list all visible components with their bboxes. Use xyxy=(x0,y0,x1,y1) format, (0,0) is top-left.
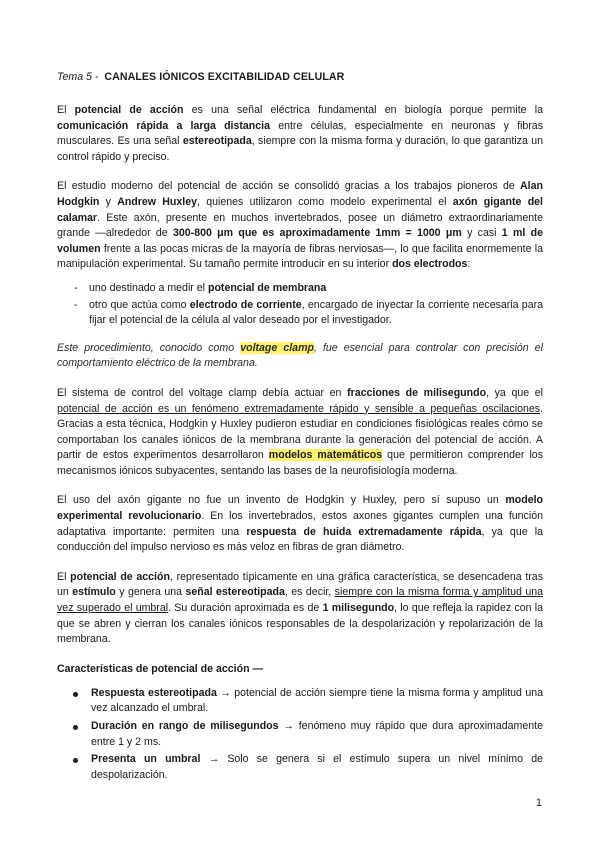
paragraph-1: El potencial de acción es una señal eléctrica fundamental en biología porque permite la comunicación rápida a larga distancia entre células, especialmente en neuronas y fibras musculares. Es una señal estereotipada, siempre con la misma forma y duración, lo que garantiza un control rápido y preciso. xyxy=(57,104,543,163)
list-item: - otro que actúa como electrodo de corriente, encargado de inyectar la corriente necesaria para fijar el potencial de la célula al valor deseado por el investigador. xyxy=(74,298,544,327)
paragraph-2: El estudio moderno del potencial de acción se consolidó gracias a los trabajos pioneros de Alan Hodgkin y Andrew Huxley, quienes utilizaron como modelo experimental el axón gigante del calamar. Este axón, presente en muchos invertebrados, posee un diámetro extraordinariamente grande —alrededor de 300-800 μm que es aproximadamente 1mm = 1000 μm y casi 1 ml de volumen frente a las pocas micras de la mayoría de fibras nerviosas—, lo que facilita enormemente la manipulación experimental. Su tamaño permite introducir en su interior dos electrodos: xyxy=(57,180,544,271)
highlight-modelos: modelos matemáticos xyxy=(268,449,383,462)
document-page xyxy=(57,70,543,785)
page-number: 1 xyxy=(535,797,542,809)
paragraph-6: El potencial de acción, representado típicamente en una gráfica característica, se desencadena tras un estímulo y genera una señal estereotipada, es decir, siempre con la misma forma y amplitud una vez superado el umbral. Su duración aproximada es de 1 milisegundo, lo que refleja la rapidez con la que se abren y cierran los canales iónicos responsables de la despolarización y repolarización de la membrana. xyxy=(57,570,543,646)
list-item: Duración en rango de milisegundos → fenómeno muy rápido que dura aproximadamente entre 1 y 2 ms. xyxy=(57,719,543,750)
list-item: Respuesta estereotipada → potencial de acción siempre tiene la misma forma y amplitud una vez alcanzado el umbral. xyxy=(57,686,543,717)
bullet-icon xyxy=(73,758,78,763)
characteristics-list xyxy=(57,686,543,784)
title-prefix: Tema 5 - xyxy=(57,71,99,83)
document-title xyxy=(57,70,543,84)
list-item: Presenta un umbral → Solo se genera si el estímulo supera un nivel mínimo de despolarización. xyxy=(57,752,543,783)
paragraph-5: El uso del axón gigante no fue un invento de Hodgkin y Huxley, pero sí supuso un modelo experimental revolucionario. En los invertebrados, estos axones gigantes cumplen una función adaptativa importante: permiten una respuesta de huida extremadamente rápida, ya que la conducción del impulso nervioso es más veloz en fibras de gran diámetro. xyxy=(57,494,543,554)
paragraph-4: El sistema de control del voltage clamp debía actuar en fracciones de milisegundo, ya que el potencial de acción es un fenómeno extremadamente rápido y sensible a pequeñas oscilaciones. Gracias a esta técnica, Hodgkin y Huxley pudieron estudiar en condiciones fisiológicas reales cómo se comportaban los canales iónicos de la membrana durante la generación del potencial de acción. A partir de estos experimentos desarrollaron modelos matemáticos que permitieron comprender los mecanismos iónicos subyacentes, sentando las bases de la neurofisiología moderna. xyxy=(57,386,543,477)
bullet-icon xyxy=(73,725,78,730)
electrode-list xyxy=(57,281,543,329)
highlight-voltage-clamp: voltage clamp xyxy=(240,341,314,354)
list-item: - uno destinado a medir el potencial de membrana xyxy=(74,281,327,294)
section-heading: Características de potencial de acción — xyxy=(57,662,264,675)
paragraph-voltage-clamp: Este procedimiento, conocido como voltage clamp, fue esencial para controlar con precisión el comportamiento eléctrico de la membrana. xyxy=(57,341,543,370)
bullet-icon xyxy=(73,692,78,697)
title-name: CANALES IÓNICOS EXCITABILIDAD CELULAR xyxy=(104,71,345,83)
